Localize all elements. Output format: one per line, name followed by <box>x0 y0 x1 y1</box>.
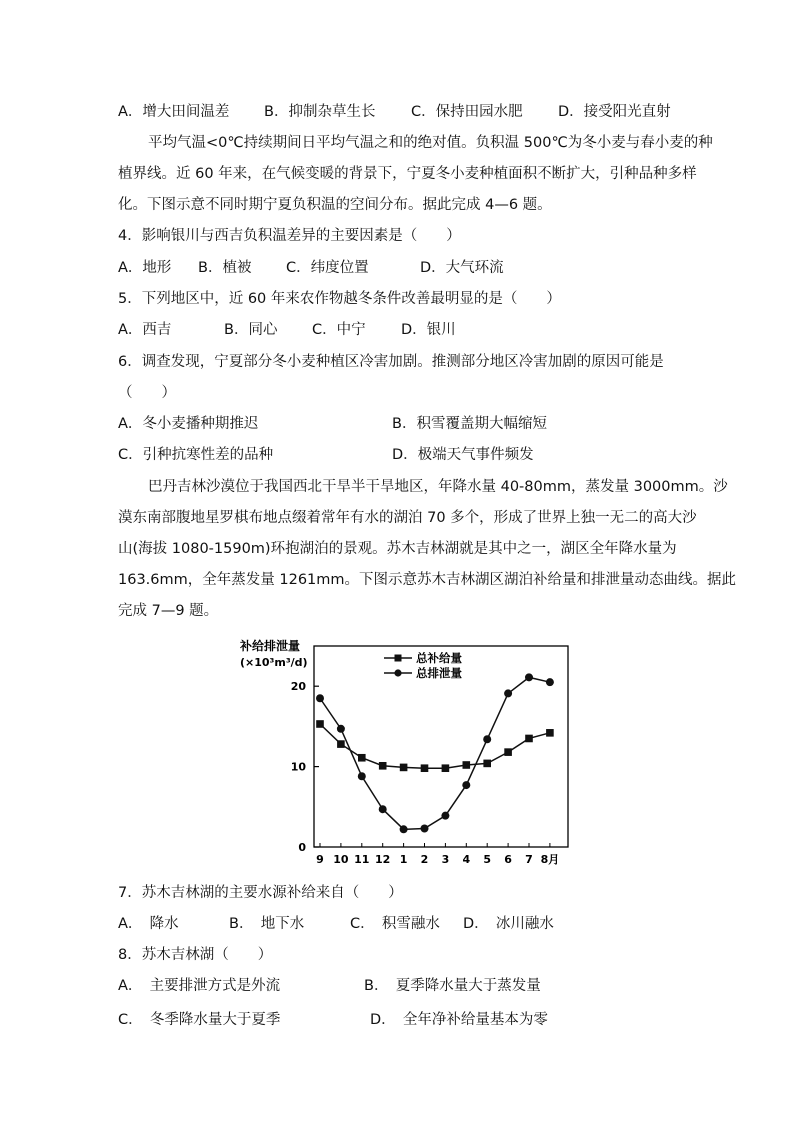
data-point <box>441 812 449 820</box>
option-c[interactable]: C．引种抗寒性差的品种 <box>118 447 274 463</box>
y-tick-label: 10 <box>290 760 306 774</box>
question-5: 5．下列地区中，近 60 年来农作物越冬条件改善最明显的是（ ） <box>118 291 561 307</box>
option-b[interactable]: B．同心 <box>224 322 278 338</box>
x-tick-label: 6 <box>504 853 512 866</box>
question-4: 4．影响银川与西吉负积温差异的主要因素是（ ） <box>118 228 461 244</box>
x-tick-label: 10 <box>333 853 349 866</box>
question-6: 6．调查发现，宁夏部分冬小麦种植区冷害加剧。推测部分地区冷害加剧的原因可能是 <box>118 354 664 370</box>
option-d[interactable]: D．极端天气事件频发 <box>392 447 534 463</box>
data-point <box>316 720 324 728</box>
data-point <box>337 740 345 748</box>
x-tick-label: 12 <box>375 853 391 866</box>
question-6-blank: （ ） <box>118 385 176 401</box>
data-point <box>546 678 554 686</box>
y-tick-label: 0 <box>298 841 306 854</box>
passage-1-line-3: 化。下图示意不同时期宁夏负积温的空间分布。据此完成 4—6 题。 <box>118 197 552 213</box>
option-d[interactable]: D． 全年净补给量基本为零 <box>370 1012 548 1028</box>
data-point <box>379 762 387 770</box>
question-8: 8．苏木吉林湖（ ） <box>118 947 273 963</box>
option-a[interactable]: A．西吉 <box>118 322 172 338</box>
lake-recharge-discharge-chart <box>236 636 576 868</box>
data-point <box>358 754 366 762</box>
option-a[interactable]: A． 降水 <box>118 916 179 932</box>
option-c[interactable]: C．保持田园水肥 <box>411 104 523 120</box>
option-d[interactable]: D．银川 <box>401 322 456 338</box>
option-d[interactable]: D．接受阳光直射 <box>558 104 671 120</box>
option-a[interactable]: A． 主要排泄方式是外流 <box>118 978 281 994</box>
legend-marker <box>395 655 402 662</box>
option-c[interactable]: C．中宁 <box>312 322 366 338</box>
data-point <box>483 735 491 743</box>
x-tick-label: 3 <box>441 853 450 866</box>
x-tick-label: 4 <box>462 853 471 866</box>
option-b[interactable]: B．抑制杂草生长 <box>264 104 376 120</box>
data-point <box>421 825 429 833</box>
data-point <box>358 772 366 780</box>
data-point <box>442 764 450 772</box>
x-tick-label: 9 <box>316 853 324 866</box>
option-c[interactable]: C．纬度位置 <box>286 260 369 276</box>
x-tick-label: 8月 <box>540 853 560 866</box>
passage-1-line-1: 平均气温<0℃持续期间日平均气温之和的绝对值。负积温 500℃为冬小麦与春小麦的种 <box>148 135 713 151</box>
option-b[interactable]: B． 地下水 <box>229 916 305 932</box>
passage-2-line-3: 山(海拔 1080-1590m)环抱湖泊的景观。苏木吉林湖就是其中之一，湖区全年降水量为 <box>118 541 677 557</box>
data-point <box>483 760 491 768</box>
y-tick-label: 20 <box>290 680 306 694</box>
data-point <box>421 764 429 772</box>
passage-2-line-1: 巴丹吉林沙漠位于我国西北干旱半干旱地区，年降水量 40-80mm，蒸发量 3000mm。沙 <box>148 479 728 495</box>
question-7: 7．苏木吉林湖的主要水源补给来自（ ） <box>118 885 403 901</box>
plot-area <box>291 673 560 866</box>
data-point <box>337 725 345 733</box>
option-b[interactable]: B．植被 <box>198 260 252 276</box>
option-a[interactable]: A．冬小麦播种期推迟 <box>118 416 259 432</box>
legend-marker <box>394 669 401 676</box>
data-point <box>525 735 533 743</box>
option-a[interactable]: A．增大田间温差 <box>118 104 230 120</box>
passage-2-line-2: 漠东南部腹地星罗棋布地点缀着常年有水的湖泊 70 多个，形成了世界上独一无二的高大沙 <box>118 510 697 526</box>
passage-2-line-4: 163.6mm，全年蒸发量 1261mm。下图示意苏木吉林湖区湖泊补给量和排泄量动态曲线。据此 <box>118 572 737 588</box>
data-point <box>504 689 512 697</box>
x-tick-label: 1 <box>399 853 408 866</box>
option-d[interactable]: D．大气环流 <box>420 260 504 276</box>
y-axis-title: 补给排泄量 <box>240 639 301 653</box>
legend <box>384 651 462 680</box>
data-point <box>400 825 408 833</box>
x-tick-label: 5 <box>483 853 492 866</box>
data-point <box>463 761 471 769</box>
option-c[interactable]: C． 积雪融水 <box>350 916 440 932</box>
x-tick-label: 2 <box>420 853 429 866</box>
option-d[interactable]: D． 冰川融水 <box>463 916 554 932</box>
passage-1-line-2: 植界线。近 60 年来，在气候变暖的背景下，宁夏冬小麦种植面积不断扩大，引种品种多样 <box>118 166 697 182</box>
data-point <box>379 805 387 813</box>
passage-2-line-5: 完成 7—9 题。 <box>118 603 219 619</box>
data-point <box>462 781 470 789</box>
option-a[interactable]: A．地形 <box>118 260 172 276</box>
legend-label: 总排泄量 <box>416 666 462 680</box>
data-point <box>316 694 324 702</box>
option-c[interactable]: C． 冬季降水量大于夏季 <box>118 1012 281 1028</box>
data-point <box>504 748 512 756</box>
series-line <box>320 724 550 768</box>
y-axis-unit: (×10³m³/d) <box>240 656 308 669</box>
data-point <box>525 673 533 681</box>
option-b[interactable]: B． 夏季降水量大于蒸发量 <box>364 978 541 994</box>
x-tick-label: 11 <box>354 853 370 866</box>
x-tick-label: 7 <box>525 853 533 866</box>
legend-label: 总补给量 <box>416 651 462 665</box>
data-point <box>546 729 554 737</box>
data-point <box>400 764 408 772</box>
option-b[interactable]: B．积雪覆盖期大幅缩短 <box>392 416 547 432</box>
